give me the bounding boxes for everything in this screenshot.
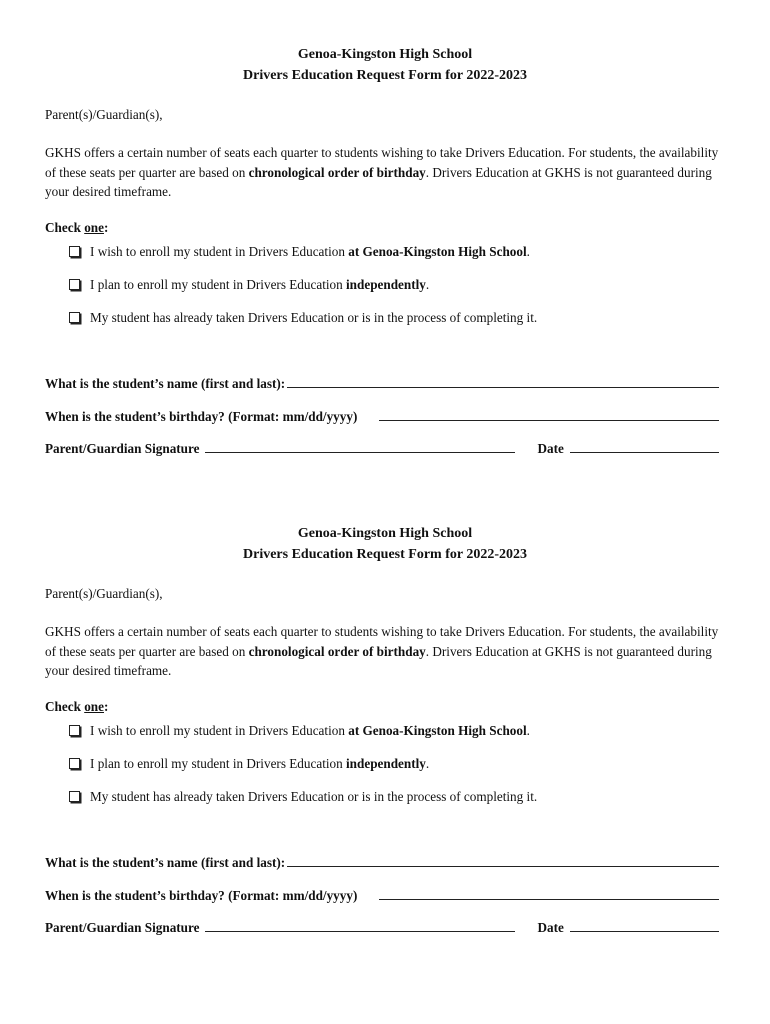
option-already-taken[interactable]: My student has already taken Drivers Education or is in the process of completing it. (69, 789, 537, 805)
option-enroll-gkhs[interactable]: I wish to enroll my student in Drivers Education at Genoa-Kingston High School. (69, 244, 530, 260)
birthday-input-line[interactable] (379, 408, 719, 421)
student-name-field (45, 375, 719, 392)
student-name-input-line[interactable] (287, 854, 719, 867)
option-enroll-gkhs[interactable]: I wish to enroll my student in Drivers Education at Genoa-Kingston High School. (69, 723, 530, 739)
student-name-label: What is the student’s name (first and last): (45, 376, 286, 391)
check-one-heading: Check one: (45, 699, 109, 714)
checkbox[interactable] (69, 312, 80, 323)
intro-text-2: . Drivers Education at GKHS is not guaranteed during your desired timeframe. (45, 643, 712, 678)
signature-input-line[interactable] (205, 440, 515, 453)
checkbox[interactable] (69, 725, 80, 736)
form-title: Drivers Education Request Form for 2022-2023 (243, 547, 527, 562)
intro-text-1: GKHS offers a certain number of seats each quarter to students wishing to take Drivers Education. For students, the availability of these seats per quarter are based on (45, 145, 719, 180)
request-form-2 (0, 479, 770, 959)
date-input-line[interactable] (570, 440, 719, 453)
option-already-taken[interactable]: My student has already taken Drivers Education or is in the process of completing it. (69, 310, 537, 326)
form-title: Drivers Education Request Form for 2022-2023 (243, 68, 527, 83)
date-label: Date (537, 920, 564, 935)
date-input-line[interactable] (570, 919, 719, 932)
signature-input-line[interactable] (205, 919, 515, 932)
birthday-label: When is the student’s birthday? (Format: mm/dd/yyyy) (45, 409, 358, 424)
checkbox[interactable] (69, 758, 80, 769)
salutation: Parent(s)/Guardian(s), (45, 586, 163, 601)
intro-text-1: GKHS offers a certain number of seats each quarter to students wishing to take Drivers Education. For students, the availability of these seats per quarter are based on (45, 624, 719, 659)
intro-bold-text: chronological order of birthday (248, 643, 426, 659)
checkbox[interactable] (69, 791, 80, 802)
option-enroll-independently[interactable]: I plan to enroll my student in Drivers Education independently. (69, 756, 429, 772)
signature-field (45, 440, 719, 457)
signature-label: Parent/Guardian Signature (45, 920, 200, 935)
intro-bold-text: chronological order of birthday (248, 164, 426, 180)
salutation: Parent(s)/Guardian(s), (45, 107, 163, 122)
birthday-label: When is the student’s birthday? (Format: mm/dd/yyyy) (45, 888, 358, 903)
request-form-1 (0, 0, 770, 480)
birthday-field (45, 408, 719, 425)
intro-paragraph (45, 622, 725, 681)
birthday-input-line[interactable] (379, 887, 719, 900)
student-name-field (45, 854, 719, 871)
signature-label: Parent/Guardian Signature (45, 441, 200, 456)
student-name-input-line[interactable] (287, 375, 719, 388)
student-name-label: What is the student’s name (first and last): (45, 855, 286, 870)
intro-paragraph (45, 143, 725, 202)
check-one-heading: Check one: (45, 220, 109, 235)
checkbox[interactable] (69, 279, 80, 290)
option-enroll-independently[interactable]: I plan to enroll my student in Drivers Education independently. (69, 277, 429, 293)
school-name: Genoa-Kingston High School (297, 526, 473, 541)
date-label: Date (537, 441, 564, 456)
birthday-field (45, 887, 719, 904)
signature-field (45, 919, 719, 936)
school-name: Genoa-Kingston High School (297, 47, 473, 62)
intro-text-2: . Drivers Education at GKHS is not guaranteed during your desired timeframe. (45, 164, 712, 199)
checkbox[interactable] (69, 246, 80, 257)
